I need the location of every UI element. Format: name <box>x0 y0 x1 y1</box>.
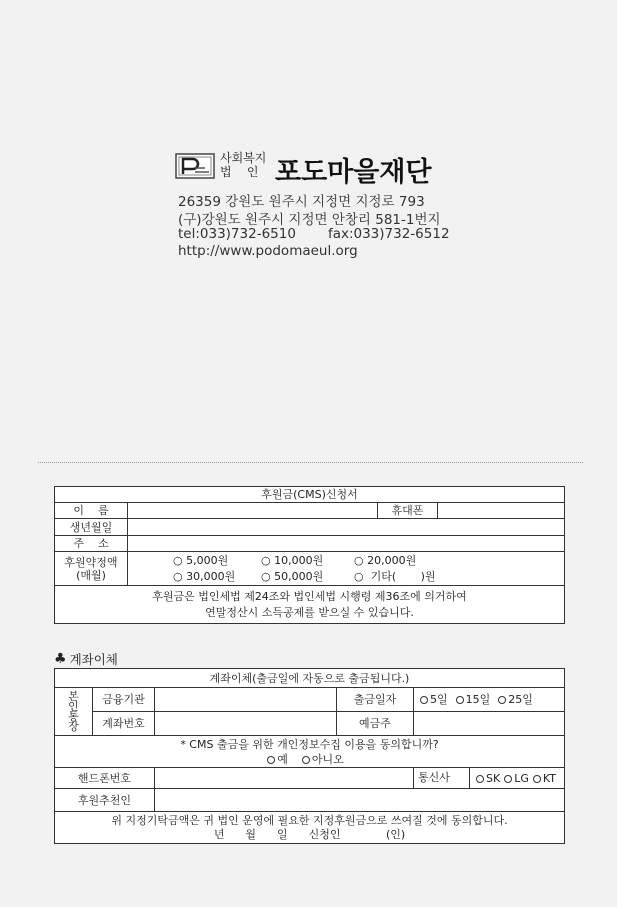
tax-notice-line1: 후원금은 법인세법 제24조와 법인세법 시행령 제36조에 의거하여 <box>152 589 467 603</box>
carrier-sk[interactable] <box>476 772 500 785</box>
carrier-label: 통신사 <box>414 768 470 788</box>
radio-circle-icon <box>267 756 275 764</box>
phone-field[interactable] <box>155 768 414 789</box>
withdraw-date-25-text: 25일 <box>508 693 533 706</box>
depositor-label: 예금주 <box>337 712 414 736</box>
withdraw-date-15[interactable] <box>456 693 491 706</box>
radio-circle-icon <box>533 775 541 783</box>
radio-circle-icon <box>476 775 484 783</box>
account-form-table <box>54 668 565 844</box>
pledge-label-line2: (매월) <box>76 568 106 582</box>
amount-option-10000[interactable]: ○ 10,000원 <box>261 554 324 567</box>
address-new: 26359 강원도 원주시 지정면 지정로 793 <box>178 194 425 210</box>
carrier-kt[interactable] <box>533 772 556 785</box>
withdraw-date-options <box>414 688 565 712</box>
account-section-heading <box>54 650 118 668</box>
phone-label: 핸드폰번호 <box>55 768 155 789</box>
depositor-field[interactable] <box>414 712 565 736</box>
account-no-label: 계좌번호 <box>93 712 155 736</box>
consent-no-option[interactable] <box>302 752 344 767</box>
org-type-line1: 사회복지 <box>220 151 267 165</box>
consent-no-text: 아니오 <box>311 752 344 766</box>
consent-question: * CMS 출금을 위한 개인정보수집 이용을 동의합니까? <box>180 737 439 751</box>
account-no-field[interactable] <box>155 712 337 736</box>
consent-yes-option[interactable] <box>267 752 288 767</box>
owner-account-text: 본인통장 <box>68 689 79 733</box>
amount-option-30000[interactable]: ○ 30,000원 <box>173 570 236 583</box>
withdraw-date-25[interactable] <box>498 693 533 706</box>
birth-field[interactable] <box>128 519 565 536</box>
pledge-amount-options <box>128 552 565 586</box>
pledge-label <box>55 552 128 586</box>
signature-line: 년 월 일 신청인 (인) <box>213 827 406 841</box>
consent-row <box>55 736 565 768</box>
carrier-kt-text: KT <box>542 771 556 785</box>
consent-options <box>55 752 564 767</box>
name-field[interactable] <box>128 503 378 519</box>
carrier-cell <box>414 768 565 789</box>
amount-option-50000[interactable]: ○ 50,000원 <box>261 570 324 583</box>
mobile-label: 휴대폰 <box>378 503 438 519</box>
mobile-field[interactable] <box>438 503 565 519</box>
birth-label: 생년월일 <box>55 519 128 536</box>
club-icon: ♣ <box>54 651 67 667</box>
amount-option-20000[interactable]: ○ 20,000원 <box>354 554 417 567</box>
name-label: 이 름 <box>55 503 128 519</box>
carrier-lg[interactable] <box>504 772 529 785</box>
agreement-text: 위 지정기탁금액은 귀 법인 운영에 필요한 지정후원금으로 쓰여질 것에 동의합니다. <box>111 813 508 827</box>
address-field[interactable] <box>128 536 565 552</box>
tel-text: tel:033)732-6510 <box>178 226 296 242</box>
amount-option-5000[interactable]: ○ 5,000원 <box>173 554 229 567</box>
account-heading-text: 계좌이체 <box>69 652 118 667</box>
carrier-lg-text: LG <box>514 771 529 785</box>
consent-yes-text: 예 <box>277 752 288 766</box>
address-old: (구)강원도 원주시 지정면 안창리 581-1번지 <box>178 212 441 228</box>
bank-label: 금융기관 <box>93 688 155 712</box>
org-type <box>220 151 266 179</box>
carrier-sk-text: SK <box>486 771 501 785</box>
org-name: 포도마을재단 <box>275 157 432 188</box>
referrer-field[interactable] <box>155 789 565 812</box>
cut-line <box>38 462 583 463</box>
fax-text: fax:033)732-6512 <box>327 226 450 242</box>
radio-circle-icon <box>498 696 506 704</box>
withdraw-date-label: 출금일자 <box>337 688 414 712</box>
tax-notice <box>55 586 565 624</box>
foundation-logo-icon <box>175 152 215 180</box>
tax-notice-line2: 연말정산시 소득공제를 받으실 수 있습니다. <box>205 605 414 619</box>
radio-circle-icon <box>420 696 428 704</box>
org-type-line2: 법 인 <box>220 165 259 179</box>
owner-account-label <box>55 688 93 736</box>
bank-field[interactable] <box>155 688 337 712</box>
withdraw-date-5[interactable] <box>420 693 448 706</box>
radio-circle-icon <box>302 756 310 764</box>
cms-form-title: 후원금(CMS)신청서 <box>55 487 565 503</box>
contact-line <box>178 226 450 242</box>
radio-circle-icon <box>456 696 464 704</box>
website-link[interactable]: http://www.podomaeul.org <box>178 243 358 259</box>
account-form-title: 계좌이체(출금일에 자동으로 출금됩니다.) <box>55 669 565 688</box>
cms-form-table <box>54 486 565 624</box>
withdraw-date-15-text: 15일 <box>465 693 491 706</box>
radio-circle-icon <box>504 775 512 783</box>
pledge-label-line1: 후원약정액 <box>64 555 118 569</box>
withdraw-date-5-text: 5일 <box>430 693 448 706</box>
agreement-row <box>55 812 565 844</box>
amount-option-other[interactable]: ○ 기타( )원 <box>354 570 436 583</box>
referrer-label: 후원추천인 <box>55 789 155 812</box>
address-label: 주 소 <box>55 536 128 552</box>
